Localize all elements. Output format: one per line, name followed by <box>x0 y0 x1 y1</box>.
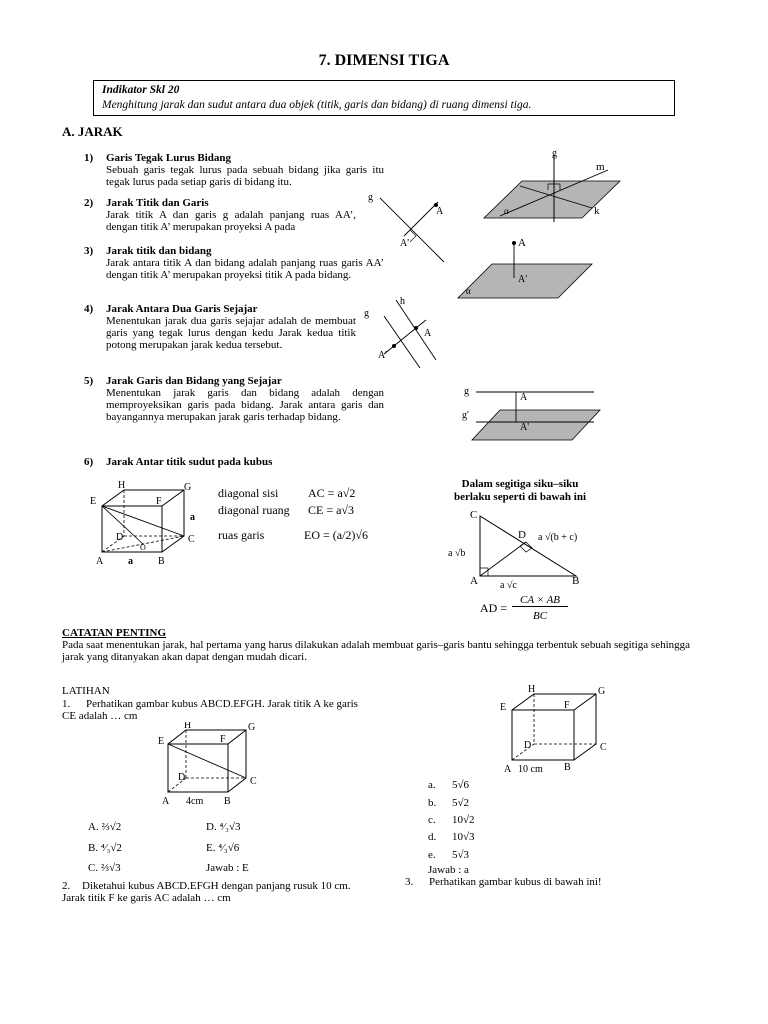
q1-option-e[interactable] <box>206 842 239 854</box>
indikator-title: Indikator Skl 20 <box>102 84 180 96</box>
label-d: D <box>116 532 124 543</box>
label-a-prime: A' <box>378 350 388 361</box>
page-title: 7. DIMENSI TIGA <box>318 52 450 69</box>
figure-cube-q2 <box>496 684 626 776</box>
line-g <box>380 198 444 262</box>
option-label: b. <box>428 797 437 809</box>
option-label: A. <box>88 821 99 833</box>
point-a <box>414 326 418 330</box>
label-a: A <box>470 575 478 587</box>
label-c: C <box>470 509 478 521</box>
label-a: A <box>518 237 526 249</box>
indikator-text: Menghitung jarak dan sudut antara dua objek (titik, garis dan bidang) di ruang dimensi tiga. <box>102 99 532 111</box>
figure-cube-q1 <box>150 722 270 808</box>
option-value: ⁴⁄₃√3 <box>219 821 241 833</box>
label-b: B <box>158 556 165 567</box>
label-c: C <box>188 534 195 545</box>
figure-cube-diagonals <box>88 478 208 568</box>
question-1 <box>62 698 362 722</box>
q2-option-b[interactable] <box>428 797 469 809</box>
question-number: 2. <box>62 880 71 892</box>
question-number: 1. <box>62 698 71 710</box>
label-c: C <box>600 742 607 753</box>
q2-option-d[interactable] <box>428 831 475 843</box>
figure-point-plane <box>452 234 602 304</box>
label-k: k <box>594 205 600 217</box>
altitude-ad <box>480 542 526 576</box>
label-b: B <box>564 762 571 773</box>
question-text: Perhatikan gambar kubus ABCD.EFGH. Jarak titik A ke garis CE adalah … cm <box>62 698 358 722</box>
item-heading: Jarak titik dan bidang <box>106 245 212 257</box>
catatan-text: Pada saat menentukan jarak, hal pertama yang harus dilakukan adalah membuat garis–garis bantu sehingga terbentuk sebuah segitiga sehingga jarak yang ditanyakan akan dapat dengan mudah dicari. <box>62 639 691 663</box>
label-a: A <box>504 764 512 775</box>
label-dc: a √(b + c) <box>538 532 578 543</box>
label-f: F <box>156 496 162 507</box>
label-e: E <box>90 496 97 507</box>
label-g: G <box>248 722 256 733</box>
label-a-side: a <box>190 512 195 523</box>
label-g: g <box>364 308 369 319</box>
item-number: 4) <box>84 303 94 315</box>
item-body: Menentukan jarak garis dan bidang adalah dengan memproyeksikan garis pada bidang. Jarak antara garis dan bayangannya merupakan jarak garis terhadap bidang. <box>106 387 384 423</box>
label-h: h <box>400 296 405 307</box>
label-a-prime: A' <box>518 274 528 285</box>
item-number: 5) <box>84 375 94 387</box>
figure-right-triangle <box>440 506 600 590</box>
label-alpha: α <box>466 286 471 296</box>
cube-front-face <box>512 710 574 760</box>
label-ab: a √b <box>448 548 466 559</box>
item-number: 2) <box>84 197 94 209</box>
label-h: H <box>528 684 536 695</box>
cube-edge <box>228 730 246 744</box>
option-value: 5√3 <box>452 849 470 861</box>
formula-sisi-label: diagonal sisi <box>218 486 279 500</box>
option-value: ⅔√2 <box>101 821 122 833</box>
item-body: Menentukan jarak dua garis sejajar adalah de membuat garis yang tegak lurus dengan kedu Jarak kedua titik potong merupakan jarak kedua tersebut. <box>106 315 356 351</box>
option-value: ⅔√3 <box>100 862 121 874</box>
triangle-heading <box>420 478 620 504</box>
option-label: d. <box>428 831 437 843</box>
figure-parallel-lines <box>360 294 460 374</box>
option-value: 5√2 <box>452 797 470 809</box>
latihan-heading: LATIHAN <box>62 685 110 697</box>
label-side: 4cm <box>186 796 204 807</box>
plane <box>472 410 600 440</box>
q1-answer: Jawab : E <box>206 862 249 874</box>
item-body: Sebuah garis tegak lurus pada sebuah bidang jika garis itu tegak lurus pada setiap garis di bidang itu. <box>106 164 384 188</box>
point-a-prime <box>392 344 396 348</box>
label-a-prime: A' <box>520 422 530 433</box>
formula-ruang: CE = a√3 <box>308 503 355 517</box>
label-a-bottom: a <box>128 556 133 567</box>
item-number: 3) <box>84 245 94 257</box>
q1-option-c[interactable] <box>88 862 121 874</box>
label-g: G <box>184 482 192 493</box>
ad-formula-numerator: CA × AB <box>512 594 568 607</box>
item-2 <box>84 197 356 233</box>
formula-ruang-label: diagonal ruang <box>218 503 290 517</box>
label-e: E <box>158 736 165 747</box>
label-g: g <box>464 386 469 397</box>
label-g: g <box>552 148 557 159</box>
item-body: Jarak titik A dan garis g adalah panjang ruas AA’, dengan titik A’ merupakan proyeksi A pada <box>106 209 356 233</box>
label-o: O <box>140 543 146 552</box>
catatan-heading: CATATAN PENTING <box>62 627 166 639</box>
option-value: ⁴⁄₃√6 <box>218 842 240 854</box>
item-5 <box>84 375 384 423</box>
label-h: H <box>184 722 192 731</box>
item-number: 6) <box>84 456 94 468</box>
q2-answer: Jawab : a <box>428 864 469 876</box>
label-a: A <box>520 392 528 403</box>
label-g-prime: g' <box>462 410 469 421</box>
label-e: E <box>500 702 507 713</box>
option-label: B. <box>88 842 99 854</box>
q1-option-a[interactable] <box>88 821 121 833</box>
triangle-heading-line2: berlaku seperti di bawah ini <box>453 491 587 503</box>
ad-formula-denominator: BC <box>532 610 548 622</box>
option-label: c. <box>428 814 436 826</box>
space-diagonal-ce <box>102 506 184 536</box>
item-heading: Jarak Antar titik sudut pada kubus <box>106 456 273 468</box>
label-a-prime: A' <box>400 238 410 249</box>
label-a: A <box>424 328 432 339</box>
label-a: A <box>96 556 104 567</box>
label-h: H <box>118 480 126 491</box>
q2-option-a[interactable] <box>428 779 469 791</box>
option-label: D. <box>206 821 217 833</box>
indikator-box <box>93 80 675 116</box>
label-d: D <box>518 529 526 541</box>
figure-perpendicular-plane <box>480 148 630 228</box>
segment-aa <box>404 202 438 236</box>
label-a: A <box>162 796 170 807</box>
option-label: C. <box>88 862 99 874</box>
item-body: Jarak antara titik A dan bidang adalah panjang ruas garis AA’ dengan titik A’ merupakan proyeksi titik A pada bidang. <box>106 257 384 281</box>
item-heading: Garis Tegak Lurus Bidang <box>106 152 232 164</box>
triangle-heading-line1: Dalam segitiga siku–siku <box>461 478 579 490</box>
cube-edge <box>574 694 596 710</box>
question-text: Perhatikan gambar kubus di bawah ini! <box>429 876 602 888</box>
label-alpha: α <box>504 206 509 216</box>
formula-sisi: AC = a√2 <box>308 486 356 500</box>
question-2 <box>62 880 362 904</box>
label-d: D <box>178 772 186 783</box>
label-m: m <box>596 161 605 173</box>
item-number: 1) <box>84 152 94 164</box>
option-label: E. <box>206 842 216 854</box>
question-text: Diketahui kubus ABCD.EFGH dengan panjang rusuk 10 cm. Jarak titik F ke garis AC adalah … cm <box>62 880 351 904</box>
label-d: D <box>524 740 532 751</box>
option-value: 5√6 <box>452 779 470 791</box>
label-f: F <box>220 734 226 745</box>
item-1 <box>84 152 384 188</box>
label-f: F <box>564 700 570 711</box>
question-3 <box>405 876 705 888</box>
item-heading: Jarak Antara Dua Garis Sejajar <box>106 303 258 315</box>
item-4 <box>84 303 356 351</box>
label-g: G <box>598 686 606 697</box>
question-number: 3. <box>405 876 414 888</box>
option-label: e. <box>428 849 436 861</box>
label-g: g <box>368 192 373 203</box>
label-b: B <box>572 575 580 587</box>
q2-option-e[interactable] <box>428 849 469 861</box>
section-a-heading: A. JARAK <box>62 124 123 139</box>
formula-ruas-label: ruas garis <box>218 528 265 542</box>
ad-formula-left: AD = <box>480 601 508 615</box>
cube-edge <box>162 490 184 506</box>
label-c: C <box>250 776 257 787</box>
option-value: ⁴⁄₃√2 <box>100 842 122 854</box>
right-angle-mark <box>410 230 416 242</box>
item-heading: Jarak Garis dan Bidang yang Sejajar <box>106 375 282 387</box>
option-value: 10√2 <box>452 814 475 826</box>
option-value: 10√3 <box>452 831 475 843</box>
q2-option-c[interactable] <box>428 814 475 826</box>
item-3 <box>84 245 384 281</box>
figure-line-plane-parallel <box>460 380 610 444</box>
q1-option-b[interactable] <box>88 842 122 854</box>
label-side: 10 cm <box>518 764 543 775</box>
formula-ruas: EO = (a/2)√6 <box>304 528 369 542</box>
label-a: A <box>436 206 444 217</box>
option-label: a. <box>428 779 436 791</box>
label-b: B <box>224 796 231 807</box>
item-heading: Jarak Titik dan Garis <box>106 197 209 209</box>
label-ac: a √c <box>500 580 517 590</box>
q1-option-d[interactable] <box>206 821 241 833</box>
point-a <box>512 241 516 245</box>
figure-point-line <box>360 186 460 266</box>
triangle-abc <box>480 516 576 576</box>
item-6 <box>84 456 384 468</box>
line-g <box>384 316 420 368</box>
